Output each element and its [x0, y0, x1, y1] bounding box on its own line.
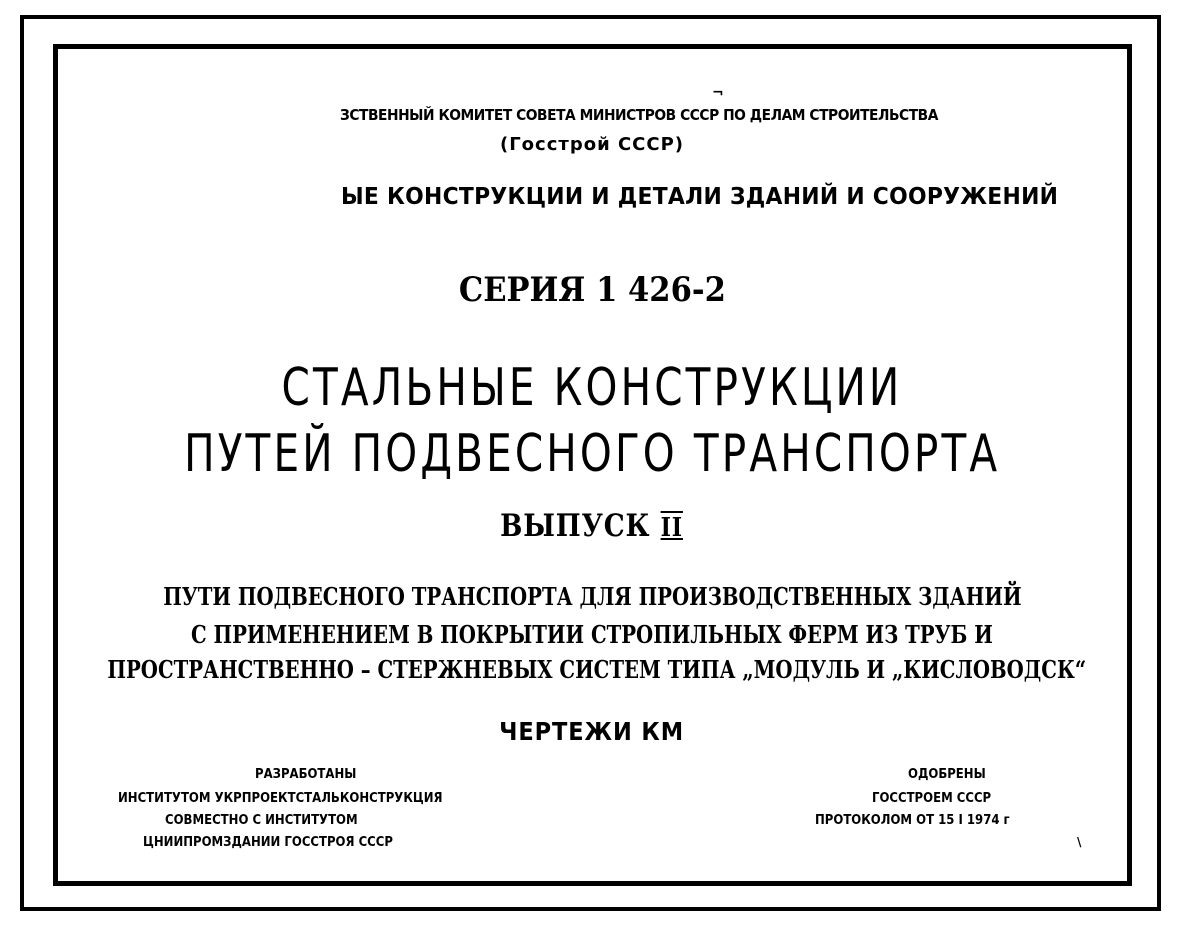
developed-line-1-text: ИНСТИТУТОМ УКРПРОЕКТСТАЛЬКОНСТРУКЦИЯ	[118, 791, 443, 806]
drawings-text: ЧЕРТЕЖИ КМ	[499, 717, 685, 746]
title-line-2-text: ПУТЕЙ ПОДВЕСНОГО ТРАНСПОРТА	[183, 424, 1001, 484]
series-number	[0, 270, 1184, 310]
approved-heading-text: ОДОБРЕНЫ	[908, 767, 986, 782]
approved-line-1-text: ГОССТРОЕМ СССР	[872, 791, 992, 806]
description-line-3-text: ПРОСТРАНСТВЕННО – СТЕРЖНЕВЫХ СИСТЕМ ТИПА „МОДУЛЬ И „КИСЛОВОДСК“	[107, 655, 1087, 684]
issue-number: II	[661, 513, 684, 543]
developed-line-1	[118, 792, 479, 805]
developed-heading-text: РАЗРАБОТАНЫ	[255, 767, 357, 782]
title-line-1	[0, 358, 1184, 418]
developed-line-3	[143, 836, 421, 849]
description-line-2-text: С ПРИМЕНЕНИЕМ В ПОКРЫТИИ СТРОПИЛЬНЫХ ФЕРМ ИЗ ТРУБ И	[191, 620, 993, 649]
issue-heading	[0, 508, 1184, 544]
title-line-2	[0, 424, 1184, 484]
description-line-3	[0, 655, 1184, 684]
typical-text: ЫЕ КОНСТРУКЦИИ И ДЕТАЛИ ЗДАНИЙ И СООРУЖЕНИЙ	[341, 184, 1059, 210]
description-line-2	[0, 620, 1184, 649]
approved-line-2-text: ПРОТОКОЛОМ ОТ 15 I 1974 г	[815, 813, 1010, 828]
developed-line-2-text: СОВМЕСТНО С ИНСТИТУТОМ	[165, 813, 358, 828]
scan-mark: ¬	[712, 85, 724, 101]
approved-line-1	[872, 792, 1004, 805]
gosstroy-subheading	[0, 136, 1184, 154]
developed-line-2	[165, 814, 379, 827]
committee-heading	[340, 108, 990, 123]
developed-heading	[255, 768, 368, 781]
drawings-label	[0, 719, 1184, 744]
scan-tick-mark: \	[1077, 835, 1082, 849]
description-line-1	[0, 582, 1184, 611]
approved-line-2	[815, 814, 1031, 827]
committee-text: ЗСТВЕННЫЙ КОМИТЕТ СОВЕТА МИНИСТРОВ СССР ПО ДЕЛАМ СТРОИТЕЛЬСТВА	[340, 106, 938, 124]
developed-line-3-text: ЦНИИПРОМЗДАНИИ ГОССТРОЯ СССР	[143, 835, 393, 850]
approved-heading	[908, 768, 994, 781]
typical-constructions-heading	[341, 186, 1096, 209]
issue-label: ВЫПУСК	[500, 508, 651, 544]
description-line-1-text: ПУТИ ПОДВЕСНОГО ТРАНСПОРТА ДЛЯ ПРОИЗВОДСТВЕННЫХ ЗДАНИЙ	[162, 582, 1022, 611]
gosstroy-text: (Госстрой СССР)	[499, 134, 684, 155]
series-text: СЕРИЯ 1 426-2	[458, 270, 726, 310]
title-line-1-text: СТАЛЬНЫЕ КОНСТРУКЦИИ	[281, 358, 903, 418]
